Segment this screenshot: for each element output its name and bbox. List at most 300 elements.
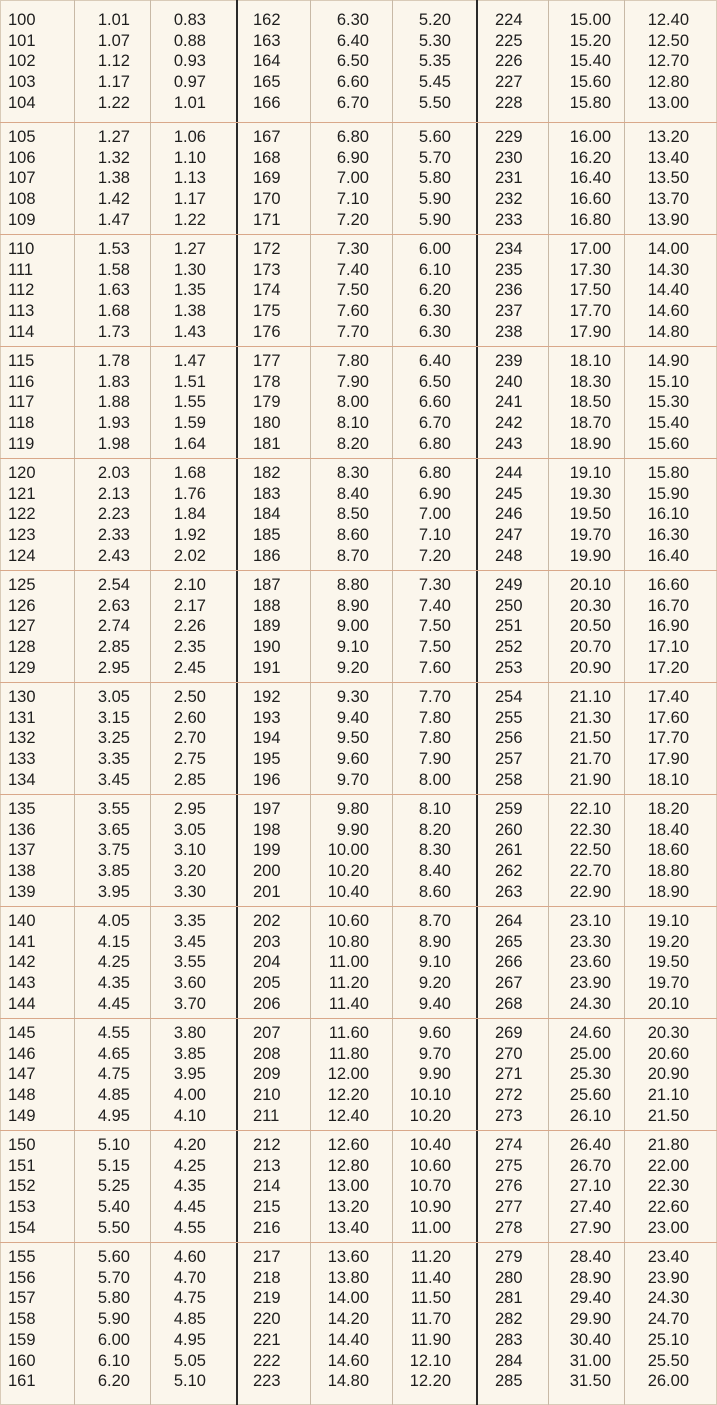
index-cell: 240 <box>495 372 523 391</box>
value-cell-a: 16.60 <box>569 190 611 209</box>
value-cell-a: 4.85 <box>97 1086 130 1105</box>
value-cell-b: 7.80 <box>418 708 451 727</box>
value-cell-b: 14.60 <box>647 302 689 321</box>
table-row <box>0 351 717 372</box>
value-cell-a: 23.10 <box>569 912 611 930</box>
value-cell-a: 27.10 <box>569 1177 611 1196</box>
index-cell: 120 <box>8 464 36 482</box>
index-cell: 213 <box>253 1156 281 1175</box>
index-cell: 148 <box>8 1086 36 1105</box>
index-cell: 201 <box>253 882 281 901</box>
value-cell-a: 18.30 <box>569 372 611 391</box>
table-row <box>0 1044 717 1065</box>
value-cell-a: 21.90 <box>569 770 611 789</box>
value-cell-b: 9.20 <box>418 974 451 993</box>
table-row <box>0 372 717 393</box>
index-cell: 266 <box>495 953 523 972</box>
value-cell-b: 8.30 <box>418 841 451 860</box>
value-cell-b: 1.92 <box>173 526 206 545</box>
index-cell: 207 <box>253 1024 281 1042</box>
value-cell-b: 1.64 <box>173 434 206 453</box>
value-cell-b: 7.10 <box>418 526 451 545</box>
index-cell: 263 <box>495 882 523 901</box>
table-row <box>0 260 717 281</box>
index-cell: 138 <box>8 862 36 881</box>
index-cell: 273 <box>495 1106 523 1125</box>
value-cell-b: 15.10 <box>647 372 689 391</box>
value-cell-b: 21.80 <box>647 1136 689 1154</box>
index-cell: 256 <box>495 729 523 748</box>
value-cell-b: 4.20 <box>173 1136 206 1154</box>
value-cell-b: 6.60 <box>418 393 451 412</box>
value-cell-b: 3.55 <box>173 953 206 972</box>
value-cell-b: 4.10 <box>173 1106 206 1125</box>
value-cell-b: 5.20 <box>418 11 451 29</box>
index-cell: 278 <box>495 1218 523 1237</box>
index-cell: 106 <box>8 148 36 167</box>
value-cell-a: 7.00 <box>336 169 369 188</box>
value-cell-a: 10.00 <box>327 841 369 860</box>
value-cell-a: 5.50 <box>97 1218 130 1237</box>
value-cell-b: 9.70 <box>418 1044 451 1063</box>
value-cell-a: 11.20 <box>328 974 369 993</box>
value-cell-b: 23.40 <box>647 1248 689 1266</box>
index-cell: 177 <box>253 352 281 370</box>
index-cell: 224 <box>495 11 523 29</box>
value-cell-b: 22.00 <box>647 1156 689 1175</box>
group-rule <box>0 906 717 907</box>
value-cell-b: 7.50 <box>418 638 451 657</box>
index-cell: 244 <box>495 464 523 482</box>
value-cell-b: 3.60 <box>173 974 206 993</box>
table-row <box>0 1247 717 1268</box>
value-cell-a: 3.75 <box>97 841 130 860</box>
value-cell-b: 14.80 <box>647 322 689 341</box>
value-cell-a: 4.75 <box>97 1065 130 1084</box>
value-cell-b: 7.60 <box>418 658 451 677</box>
index-cell: 163 <box>253 31 281 50</box>
value-cell-b: 17.10 <box>647 638 689 657</box>
index-cell: 133 <box>8 750 36 769</box>
value-cell-b: 5.45 <box>418 73 451 92</box>
index-cell: 194 <box>253 729 281 748</box>
value-cell-a: 1.27 <box>97 128 130 146</box>
table-row <box>0 687 717 708</box>
value-cell-b: 6.80 <box>418 434 451 453</box>
value-cell-b: 1.68 <box>173 464 206 482</box>
value-cell-a: 2.54 <box>97 576 130 594</box>
index-cell: 238 <box>495 322 523 341</box>
group-rule <box>0 346 717 347</box>
value-cell-b: 3.30 <box>173 882 206 901</box>
index-cell: 111 <box>8 260 34 279</box>
index-cell: 175 <box>253 302 281 321</box>
value-cell-a: 9.10 <box>336 638 369 657</box>
index-cell: 192 <box>253 688 281 706</box>
value-cell-a: 1.93 <box>97 414 130 433</box>
value-cell-a: 9.80 <box>336 800 369 818</box>
value-cell-a: 16.80 <box>569 210 611 229</box>
value-cell-b: 3.95 <box>173 1065 206 1084</box>
value-cell-b: 21.10 <box>647 1086 689 1105</box>
value-cell-a: 3.15 <box>97 708 130 727</box>
value-cell-a: 4.55 <box>97 1024 130 1042</box>
value-cell-b: 19.70 <box>647 974 689 993</box>
table-row <box>0 546 717 567</box>
index-cell: 277 <box>495 1198 523 1217</box>
index-cell: 241 <box>495 393 523 412</box>
value-cell-a: 25.30 <box>569 1065 611 1084</box>
group-rule <box>0 234 717 235</box>
value-cell-b: 1.01 <box>173 93 206 112</box>
index-cell: 147 <box>8 1065 36 1084</box>
index-cell: 233 <box>495 210 523 229</box>
value-cell-a: 6.90 <box>336 148 369 167</box>
value-cell-a: 6.40 <box>336 31 369 50</box>
index-cell: 284 <box>495 1351 523 1370</box>
index-cell: 275 <box>495 1156 523 1175</box>
group-rule <box>0 122 717 123</box>
value-cell-a: 3.65 <box>97 820 130 839</box>
value-cell-b: 11.20 <box>410 1248 451 1266</box>
value-cell-a: 8.30 <box>336 464 369 482</box>
index-cell: 141 <box>8 932 36 951</box>
value-cell-a: 9.50 <box>336 729 369 748</box>
value-cell-a: 1.98 <box>97 434 130 453</box>
table-row <box>0 280 717 301</box>
value-cell-a: 3.35 <box>97 750 130 769</box>
index-cell: 227 <box>495 73 523 92</box>
value-cell-b: 1.76 <box>173 484 206 503</box>
value-cell-b: 3.80 <box>173 1024 206 1042</box>
value-cell-b: 2.60 <box>173 708 206 727</box>
index-cell: 168 <box>253 148 281 167</box>
value-cell-a: 3.85 <box>97 862 130 881</box>
value-cell-b: 3.45 <box>173 932 206 951</box>
index-cell: 185 <box>253 526 281 545</box>
value-cell-b: 15.40 <box>647 414 689 433</box>
value-cell-b: 16.90 <box>647 617 689 636</box>
value-cell-a: 1.32 <box>97 148 130 167</box>
index-cell: 123 <box>8 526 36 545</box>
value-cell-b: 19.50 <box>647 953 689 972</box>
value-cell-b: 18.90 <box>647 882 689 901</box>
index-cell: 199 <box>253 841 281 860</box>
table-row <box>0 728 717 749</box>
value-cell-b: 17.60 <box>647 708 689 727</box>
value-cell-a: 1.73 <box>97 322 130 341</box>
value-cell-b: 2.26 <box>173 617 206 636</box>
index-cell: 184 <box>253 505 281 524</box>
value-cell-a: 14.20 <box>327 1310 369 1329</box>
value-cell-b: 7.70 <box>418 688 451 706</box>
value-cell-b: 4.25 <box>173 1156 206 1175</box>
index-cell: 261 <box>495 841 523 860</box>
value-cell-b: 15.80 <box>647 464 689 482</box>
value-cell-b: 20.30 <box>647 1024 689 1042</box>
index-cell: 200 <box>253 862 281 881</box>
value-cell-b: 6.50 <box>418 372 451 391</box>
index-cell: 280 <box>495 1268 523 1287</box>
value-cell-b: 1.47 <box>173 352 206 370</box>
index-cell: 285 <box>495 1372 523 1391</box>
index-cell: 117 <box>8 393 35 412</box>
value-cell-b: 13.00 <box>647 93 689 112</box>
table-row <box>0 1288 717 1309</box>
value-cell-b: 1.51 <box>173 372 206 391</box>
table-row <box>0 10 717 31</box>
value-cell-a: 1.58 <box>97 260 130 279</box>
group-rule <box>0 682 717 683</box>
value-cell-a: 5.40 <box>97 1198 130 1217</box>
index-cell: 271 <box>495 1065 523 1084</box>
index-cell: 212 <box>253 1136 281 1154</box>
index-cell: 146 <box>8 1044 36 1063</box>
value-cell-b: 25.50 <box>647 1351 689 1370</box>
index-cell: 210 <box>253 1086 281 1105</box>
value-cell-b: 2.10 <box>173 576 206 594</box>
value-cell-b: 7.80 <box>418 729 451 748</box>
index-cell: 136 <box>8 820 36 839</box>
index-cell: 259 <box>495 800 523 818</box>
value-cell-b: 1.10 <box>173 148 206 167</box>
value-cell-a: 4.35 <box>97 974 130 993</box>
table-row <box>0 322 717 343</box>
value-cell-b: 10.20 <box>409 1106 451 1125</box>
value-cell-a: 8.00 <box>336 393 369 412</box>
group-rule <box>0 794 717 795</box>
index-cell: 253 <box>495 658 523 677</box>
value-cell-a: 7.40 <box>336 260 369 279</box>
index-cell: 209 <box>253 1065 281 1084</box>
value-cell-a: 29.40 <box>569 1289 611 1308</box>
table-row <box>0 749 717 770</box>
value-cell-b: 12.10 <box>409 1351 451 1370</box>
index-cell: 155 <box>8 1248 36 1266</box>
index-cell: 130 <box>8 688 36 706</box>
value-cell-a: 27.40 <box>569 1198 611 1217</box>
value-cell-a: 28.90 <box>569 1268 611 1287</box>
value-cell-a: 19.90 <box>569 546 611 565</box>
index-cell: 270 <box>495 1044 523 1063</box>
table-row <box>0 1218 717 1239</box>
value-cell-b: 2.85 <box>173 770 206 789</box>
index-cell: 251 <box>495 617 523 636</box>
value-cell-b: 2.02 <box>173 546 206 565</box>
value-cell-a: 2.43 <box>97 546 130 565</box>
value-cell-a: 3.05 <box>97 688 130 706</box>
index-cell: 145 <box>8 1024 36 1042</box>
value-cell-a: 1.88 <box>97 393 130 412</box>
value-cell-a: 21.10 <box>569 688 611 706</box>
value-cell-a: 26.10 <box>569 1106 611 1125</box>
table-row <box>0 93 717 114</box>
value-cell-a: 15.00 <box>569 11 611 29</box>
index-cell: 242 <box>495 414 523 433</box>
value-cell-b: 5.90 <box>418 210 451 229</box>
value-cell-b: 13.20 <box>647 128 689 146</box>
index-cell: 143 <box>8 974 36 993</box>
value-cell-a: 14.00 <box>327 1289 369 1308</box>
value-cell-b: 7.00 <box>418 505 451 524</box>
value-cell-b: 12.40 <box>647 11 689 29</box>
table-row <box>0 1156 717 1177</box>
value-cell-b: 3.85 <box>173 1044 206 1063</box>
value-cell-b: 9.60 <box>418 1024 451 1042</box>
index-cell: 250 <box>495 596 523 615</box>
value-cell-b: 11.50 <box>410 1289 451 1308</box>
index-cell: 228 <box>495 93 523 112</box>
value-cell-b: 15.60 <box>647 434 689 453</box>
index-cell: 150 <box>8 1136 36 1154</box>
value-cell-b: 1.35 <box>173 281 206 300</box>
value-cell-a: 21.30 <box>569 708 611 727</box>
value-cell-a: 13.20 <box>327 1198 369 1217</box>
value-cell-b: 8.10 <box>418 800 451 818</box>
value-cell-a: 8.70 <box>336 546 369 565</box>
value-cell-b: 8.00 <box>418 770 451 789</box>
index-cell: 131 <box>8 708 36 727</box>
index-cell: 179 <box>253 393 281 412</box>
value-cell-b: 2.35 <box>173 638 206 657</box>
value-cell-a: 22.90 <box>569 882 611 901</box>
index-cell: 255 <box>495 708 523 727</box>
value-cell-a: 22.70 <box>569 862 611 881</box>
index-cell: 203 <box>253 932 281 951</box>
value-cell-a: 21.70 <box>569 750 611 769</box>
index-cell: 129 <box>8 658 36 677</box>
table-row <box>0 1351 717 1372</box>
table-row <box>0 31 717 52</box>
value-cell-b: 5.05 <box>173 1351 206 1370</box>
value-cell-a: 19.70 <box>569 526 611 545</box>
value-cell-b: 7.50 <box>418 617 451 636</box>
value-cell-a: 1.47 <box>97 210 130 229</box>
value-cell-a: 8.40 <box>336 484 369 503</box>
index-cell: 249 <box>495 576 523 594</box>
index-cell: 262 <box>495 862 523 881</box>
table-row <box>0 189 717 210</box>
index-cell: 137 <box>8 841 36 860</box>
value-cell-a: 2.95 <box>97 658 130 677</box>
group-rule <box>0 1130 717 1131</box>
value-cell-b: 12.20 <box>409 1372 451 1391</box>
value-cell-a: 10.80 <box>327 932 369 951</box>
index-cell: 190 <box>253 638 281 657</box>
index-cell: 128 <box>8 638 36 657</box>
value-cell-b: 6.90 <box>418 484 451 503</box>
index-cell: 274 <box>495 1136 523 1154</box>
value-cell-b: 4.55 <box>173 1218 206 1237</box>
value-cell-a: 7.90 <box>336 372 369 391</box>
value-cell-b: 5.70 <box>418 148 451 167</box>
value-cell-b: 22.60 <box>647 1198 689 1217</box>
value-cell-b: 6.80 <box>418 464 451 482</box>
value-cell-a: 7.60 <box>336 302 369 321</box>
value-cell-a: 20.50 <box>569 617 611 636</box>
index-cell: 121 <box>8 484 36 503</box>
index-cell: 188 <box>253 596 281 615</box>
value-cell-b: 5.35 <box>418 52 451 71</box>
value-cell-a: 2.33 <box>97 526 130 545</box>
value-cell-a: 16.40 <box>569 169 611 188</box>
value-cell-b: 23.00 <box>647 1218 689 1237</box>
value-cell-b: 5.80 <box>418 169 451 188</box>
value-cell-b: 4.35 <box>173 1177 206 1196</box>
value-cell-a: 12.20 <box>327 1086 369 1105</box>
index-cell: 161 <box>8 1372 36 1391</box>
value-cell-b: 8.60 <box>418 882 451 901</box>
value-cell-b: 10.90 <box>409 1198 451 1217</box>
value-cell-b: 20.10 <box>647 994 689 1013</box>
value-cell-a: 23.60 <box>569 953 611 972</box>
table-row <box>0 168 717 189</box>
value-cell-a: 9.90 <box>336 820 369 839</box>
index-cell: 174 <box>253 281 281 300</box>
value-cell-b: 10.60 <box>409 1156 451 1175</box>
value-cell-a: 9.30 <box>336 688 369 706</box>
value-cell-b: 5.10 <box>173 1372 206 1391</box>
table-row <box>0 911 717 932</box>
value-cell-b: 9.90 <box>418 1065 451 1084</box>
value-cell-a: 6.80 <box>336 128 369 146</box>
value-cell-b: 13.50 <box>647 169 689 188</box>
index-cell: 218 <box>253 1268 281 1287</box>
index-cell: 139 <box>8 882 36 901</box>
index-cell: 225 <box>495 31 523 50</box>
index-cell: 248 <box>495 546 523 565</box>
index-cell: 204 <box>253 953 281 972</box>
table-row <box>0 239 717 260</box>
value-cell-b: 16.60 <box>647 576 689 594</box>
value-cell-b: 24.30 <box>647 1289 689 1308</box>
index-cell: 187 <box>253 576 281 594</box>
table-row <box>0 770 717 791</box>
index-cell: 156 <box>8 1268 36 1287</box>
value-cell-b: 3.20 <box>173 862 206 881</box>
value-cell-a: 14.80 <box>327 1372 369 1391</box>
table-row <box>0 434 717 455</box>
index-cell: 246 <box>495 505 523 524</box>
value-cell-b: 15.30 <box>647 393 689 412</box>
index-cell: 189 <box>253 617 281 636</box>
table-row <box>0 708 717 729</box>
value-cell-b: 18.10 <box>647 770 689 789</box>
index-cell: 169 <box>253 169 281 188</box>
value-cell-a: 1.22 <box>97 93 130 112</box>
index-cell: 112 <box>8 281 35 300</box>
index-cell: 160 <box>8 1351 36 1370</box>
value-cell-b: 8.70 <box>418 912 451 930</box>
value-cell-a: 8.80 <box>336 576 369 594</box>
value-cell-a: 1.42 <box>97 190 130 209</box>
index-cell: 205 <box>253 974 281 993</box>
value-cell-a: 10.60 <box>327 912 369 930</box>
index-cell: 220 <box>253 1310 281 1329</box>
value-cell-b: 4.75 <box>173 1289 206 1308</box>
index-cell: 144 <box>8 994 36 1013</box>
value-cell-a: 23.90 <box>569 974 611 993</box>
index-cell: 232 <box>495 190 523 209</box>
value-cell-a: 15.20 <box>569 31 611 50</box>
value-cell-b: 17.70 <box>647 729 689 748</box>
value-cell-b: 22.30 <box>647 1177 689 1196</box>
index-cell: 127 <box>8 617 36 636</box>
table-row <box>0 799 717 820</box>
value-cell-a: 5.90 <box>97 1310 130 1329</box>
index-cell: 181 <box>253 434 281 453</box>
value-cell-a: 13.00 <box>327 1177 369 1196</box>
